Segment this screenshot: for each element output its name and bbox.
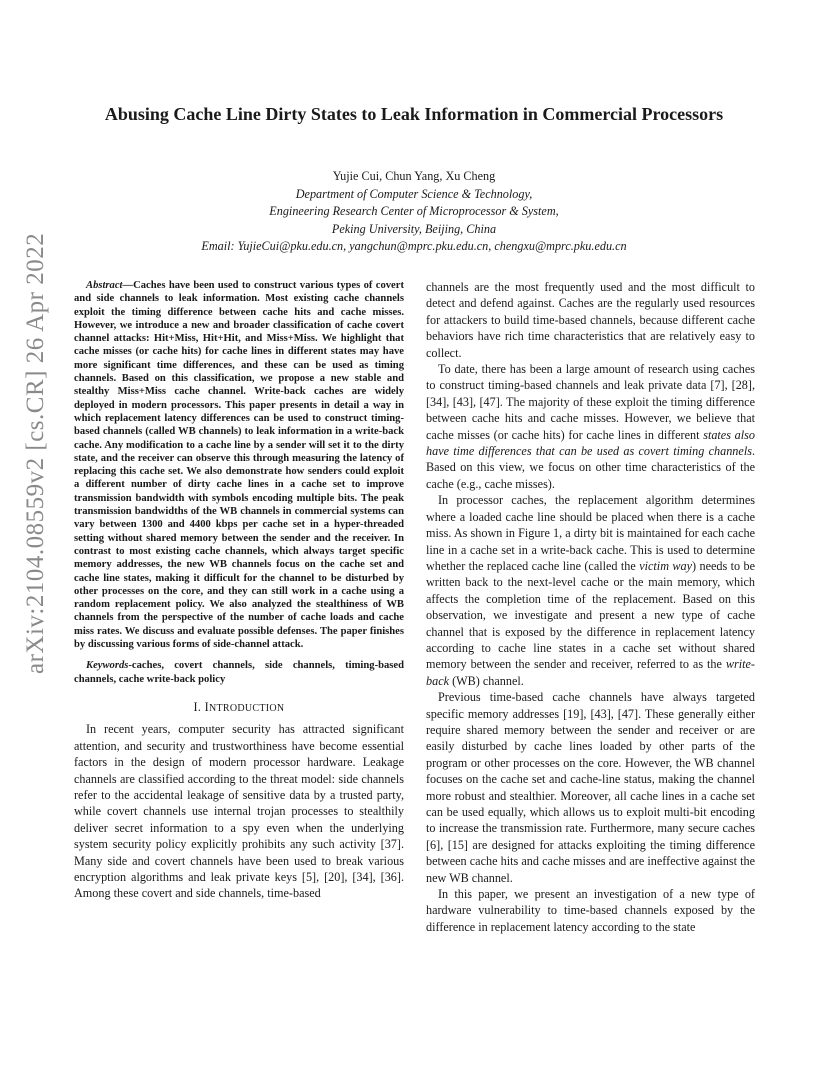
section-heading-number: I. I: [193, 699, 209, 714]
affiliation-line-3: Peking University, Beijing, China: [331, 221, 497, 236]
section-heading-smallcaps: NTRODUCTION: [208, 702, 285, 714]
right-column: [426, 279, 755, 935]
author-block: [0, 168, 828, 256]
keywords-text: -caches, covert channels, side channels, timing-based channels, cache write-back policy: [74, 660, 404, 685]
p3-text-b: ) needs to be written back to the next-level cache or the main memory, which affects the completion time of the replacement. Based on this observation, we investigate and present a new type of cache channel that is exposed by the difference in replacement latency according to cache line states in a cache set without shared memory between the sender and receiver, referred to as the: [426, 558, 755, 672]
p3-emphasis-write-back: write-back: [426, 657, 755, 688]
p3-emphasis-victim-way: victim way: [639, 558, 693, 573]
abstract: [74, 279, 404, 651]
paper-title: Abusing Cache Line Dirty States to Leak Information in Commercial Processors: [104, 104, 724, 124]
affiliation-line-2: Engineering Research Center of Microprocessor & System,: [269, 204, 559, 218]
intro-paragraph-2: [426, 361, 755, 492]
abstract-lead: Abstract: [86, 280, 123, 291]
p3-text-a: In processor caches, the replacement algorithm determines where a loaded cache line should be placed when there is a cache miss. As shown in Figure 1, a dirty bit is maintained for each cache line in a cache set in a write-back cache. This is used to determine whether the replaced cache line (called the: [426, 493, 755, 573]
keywords: [74, 659, 404, 686]
p2-emphasis: states also have time differences that can be used as covert timing channels: [426, 427, 755, 459]
left-column: [74, 279, 404, 902]
intro-paragraph-3: [426, 492, 755, 689]
section-heading-introduction: [74, 699, 404, 717]
p3-text-c: (WB) channel.: [449, 673, 524, 688]
author-names: Yujie Cui, Chun Yang, Xu Cheng: [332, 169, 496, 183]
keywords-lead: Keywords: [86, 660, 129, 672]
intro-paragraph-1-continued: channels are the most frequently used and the most difficult to detect and defend against. Caches are the regularly used resources for attackers to build time-based channels, because different cache behaviors have rich time characteristics that are relatively easy to collect.: [426, 280, 755, 360]
author-emails: Email: YujieCui@pku.edu.cn, yangchun@mprc.pku.edu.cn, chengxu@mprc.pku.edu.cn: [201, 239, 627, 253]
intro-paragraph-5: In this paper, we present an investigation of a new type of hardware vulnerability to time-based channels exposed by the difference in replacement latency according to the state: [426, 887, 755, 934]
abstract-text: —Caches have been used to construct various types of covert and side channels to leak information. Most existing cache channels exploit the timing difference between cache hits and cache misses. However, we introduce a new and broader classification of cache covert channel attacks: Hit+Miss, Hit+Hit, and Miss+Miss. We highlight that cache misses (or cache hits) for cache lines in different states may have more significant time differences, and these can be used as timing channels. Based on this classification, we propose a new stable and stealthy Miss+Miss cache channel. Write-back caches are widely deployed in modern processors. This paper presents in detail a way in which replacement latency differences can be used to construct timing-based channels (called WB channels) to leak information in a write-back cache. Any modification to a cache line by a sender will set it to the dirty state, and the receiver can observe this through measuring the latency of replacing this cache set. We also demonstrate how senders could exploit a different number of dirty cache lines in a cache set to improve transmission bandwidth with symbols encoding multiple bits. The peak transmission bandwidths of the WB channels in commercial systems can vary between 1300 and 4400 kbps per cache set in a hyper-threaded setting without shared memory between the sender and the receiver. In contrast to most existing cache channels, which always target specific memory addresses, the new WB channels focus on the cache set and cache line states, making it difficult for the channel to be disturbed by other processes on the core, and they can still work in a cache using a random replacement policy. We also analyzed the stealthiness of WB channels from the perspective of the number of cache loads and cache miss rates. We discuss and evaluate possible defenses. The paper finishes by discussing various forms of side-channel attack.: [74, 280, 404, 651]
p2-text-a: To date, there has been a large amount of research using caches to construct timing-based channels and leak private data [7], [28], [34], [43], [47]. The majority of these exploit the timing difference between cache hits and cache misses. However, we believe that cache misses (or cache hits) for cache lines in different: [426, 362, 755, 442]
intro-paragraph-4: Previous time-based cache channels have always targeted specific memory addresses [19], [43], [47]. These generally either require shared memory between the sender and receiver or are easily disturbed by cache lines loaded by other parts of the program or other processes on the core. However, the WB channel focuses on the cache set and cache-line status, making the channel more robust and stealthier. Moreover, all cache lines in a cache set can be used equally, which allows us to exploit multi-bit encoding to increase the transmission rate. Furthermore, many secure caches [6], [15] are designed for attacks exploiting the timing difference between cache hits and cache misses and are ineffective against the new WB channel.: [426, 690, 755, 885]
arxiv-identifier: arXiv:2104.08559v2 [cs.CR] 26 Apr 2022: [22, 232, 49, 674]
affiliation-line-1: Department of Computer Science & Technology,: [295, 186, 533, 201]
p2-text-b: . Based on this view, we focus on other time characteristics of the cache (e.g., cache misses).: [426, 444, 755, 491]
intro-paragraph-1: In recent years, computer security has attracted significant attention, and security and trustworthiness have become essential factors in the design of modern processor hardware. Leakage channels are classified according to the threat model: side channels refer to the accidental leakage of sensitive data by a trusted party, while covert channels use internal trojan processes to stealthily deliver secret information to a spy even when the underlying system security policy explicitly prohibits any such activity [37]. Many side and covert channels have been used to break various encryption algorithms and leak private keys [5], [20], [34], [36]. Among these covert and side channels, time-based: [74, 722, 404, 901]
